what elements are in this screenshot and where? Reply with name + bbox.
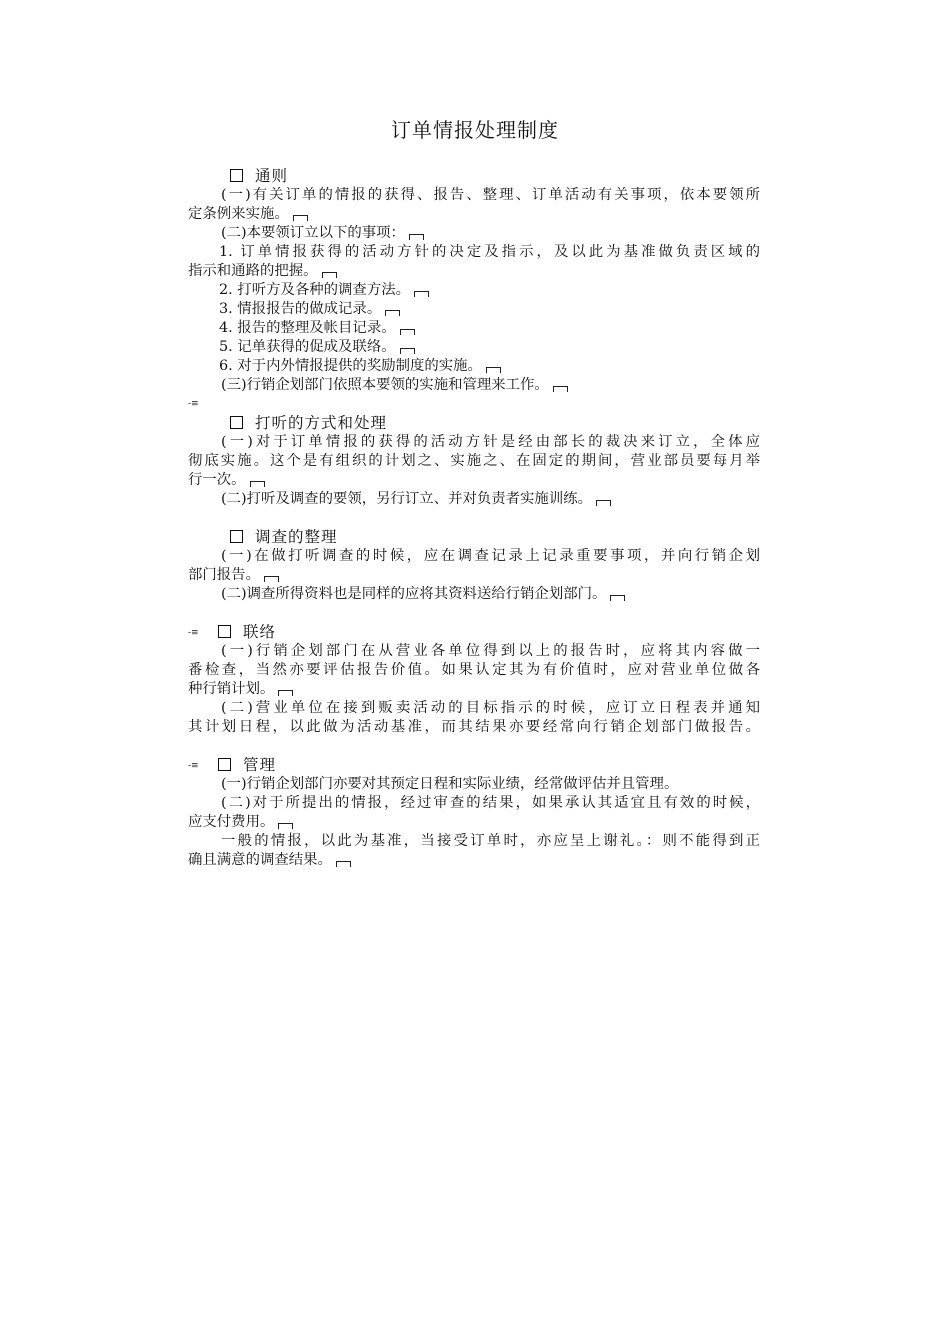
paragraph-text: (一)在做打听调查的时候，应在调查记录上记录重要事项，并向行销企划 xyxy=(221,548,760,564)
paragraph-line xyxy=(188,775,760,794)
paragraph-mark-icon xyxy=(414,291,429,297)
paragraph-text: (二)营业单位在接到贩卖活动的目标指示的时候，应订立日程表并通知 xyxy=(221,700,760,716)
paragraph-line xyxy=(188,376,760,395)
paragraph-text: 6. 对于内外情报提供的奖励制度的实施。 xyxy=(219,358,482,374)
section-heading xyxy=(188,528,760,547)
paragraph-text: 其计划日程，以此做为活动基准，而其结果亦要经常向行销企划部门做报告。 xyxy=(188,719,760,735)
paragraph-text: (一)对于订单情报的获得的活动方针是经由部长的裁决来订立，全体应 xyxy=(221,434,760,450)
paragraph-text: 种行销计划。 xyxy=(188,681,275,697)
paragraph-line xyxy=(188,262,760,281)
paragraph-line xyxy=(188,642,760,661)
checkbox-square-icon xyxy=(230,530,243,543)
paragraph-mark-icon xyxy=(278,690,293,696)
paragraph-text: 5. 记单获得的促成及联络。 xyxy=(219,339,396,355)
paragraph-text: 2. 打听方及各种的调查方法。 xyxy=(219,282,410,298)
paragraph-mark-icon xyxy=(322,272,337,278)
paragraph-text: 4. 报告的整理及帐目记录。 xyxy=(219,320,396,336)
paragraph-line xyxy=(188,338,760,357)
paragraph-text: (二)调查所得资料也是同样的应将其资料送给行销企划部门。 xyxy=(221,586,607,602)
stray-mark: -≡ xyxy=(188,399,199,409)
paragraph-mark-icon xyxy=(409,234,424,240)
paragraph-text: (二)本要领订立以下的事项： xyxy=(221,225,405,241)
paragraph-mark-icon xyxy=(596,500,611,506)
paragraph-line xyxy=(188,661,760,680)
blank-line xyxy=(188,509,760,528)
paragraph-line xyxy=(188,357,760,376)
paragraph-text: (二)对于所提出的情报，经过审查的结果，如果承认其适宜且有效的时候， xyxy=(221,795,760,811)
section-mark: -≡ xyxy=(188,628,199,638)
paragraph-mark-icon xyxy=(486,367,501,373)
paragraph-line xyxy=(188,813,760,832)
paragraph-text: 行一次。 xyxy=(188,472,246,488)
paragraph-line xyxy=(188,490,760,509)
checkbox-square-icon xyxy=(230,169,243,182)
checkbox-square-icon xyxy=(230,416,243,429)
paragraph-line xyxy=(188,471,760,490)
paragraph-text: 番检查，当然亦要评估报告价值。如果认定其为有价值时，应对营业单位做各 xyxy=(188,662,760,678)
paragraph-text: 3. 情报报告的做成记录。 xyxy=(219,301,382,317)
paragraph-line xyxy=(188,243,760,262)
section-heading xyxy=(188,414,760,433)
blank-line xyxy=(188,604,760,623)
paragraph-text: (三)行销企划部门依照本要领的实施和管理来工作。 xyxy=(221,377,549,393)
section-heading xyxy=(188,756,760,775)
paragraph-mark-icon xyxy=(264,576,279,582)
paragraph-mark-icon xyxy=(553,386,568,392)
paragraph-text: 定条例来实施。 xyxy=(188,206,289,222)
paragraph-line xyxy=(188,281,760,300)
section-heading xyxy=(188,167,760,186)
paragraph-line xyxy=(188,205,760,224)
paragraph-text: 应支付费用。 xyxy=(188,814,275,830)
paragraph-text: 彻底实施。这个是有组织的计划之、实施之、在固定的期间，营业部员要每月举 xyxy=(188,453,760,469)
section-heading-text: 通则 xyxy=(255,167,289,185)
paragraph-line xyxy=(188,699,760,718)
paragraph-text: (二)打听及调查的要领，另行订立、并对负责者实施训练。 xyxy=(221,491,592,507)
paragraph-line xyxy=(188,566,760,585)
paragraph-text: 指示和通路的把握。 xyxy=(188,263,318,279)
paragraph-text: 确且满意的调查结果。 xyxy=(188,852,332,868)
paragraph-mark-icon xyxy=(400,329,415,335)
section-mark: -≡ xyxy=(188,761,199,771)
paragraph-line xyxy=(188,319,760,338)
paragraph-line xyxy=(188,186,760,205)
section-heading-text: 调查的整理 xyxy=(255,528,338,546)
section-heading xyxy=(188,623,760,642)
paragraph-text: (一)行销企划部门在从营业各单位得到以上的报告时，应将其内容做一 xyxy=(221,643,760,659)
checkbox-square-icon xyxy=(218,625,231,638)
paragraph-mark-icon xyxy=(278,823,293,829)
checkbox-square-icon xyxy=(218,758,231,771)
paragraph-mark-icon xyxy=(336,861,351,867)
paragraph-mark-icon xyxy=(250,481,265,487)
section-heading-text: 打听的方式和处理 xyxy=(255,414,388,432)
paragraph-line xyxy=(188,224,760,243)
paragraph-text: (一)行销企划部门亦要对其预定日程和实际业绩，经常做评估并且管理。 xyxy=(221,776,679,792)
paragraph-line xyxy=(188,433,760,452)
paragraph-text: (一)有关订单的情报的获得、报告、整理、订单活动有关事项，依本要领所 xyxy=(221,187,760,203)
section-heading-text: 管理 xyxy=(243,756,277,774)
paragraph-mark-icon xyxy=(293,215,308,221)
paragraph-line xyxy=(188,851,760,870)
paragraph-line xyxy=(188,547,760,566)
document-body xyxy=(188,167,760,870)
paragraph-line xyxy=(188,300,760,319)
paragraph-text: 一般的情报，以此为基准，当接受订单时，亦应呈上谢礼。：则不能得到正 xyxy=(221,833,760,849)
paragraph-line xyxy=(188,680,760,699)
paragraph-mark-icon xyxy=(385,310,400,316)
paragraph-line xyxy=(188,794,760,813)
paragraph-mark-icon xyxy=(610,595,625,601)
paragraph-mark-icon xyxy=(400,348,415,354)
blank-line xyxy=(188,737,760,756)
paragraph-line xyxy=(188,452,760,471)
section-heading-text: 联络 xyxy=(243,623,277,641)
paragraph-line xyxy=(188,718,760,737)
document-title: 订单情报处理制度 xyxy=(391,118,559,142)
paragraph-text: 部门报告。 xyxy=(188,567,260,583)
paragraph-text: 1. 订单情报获得的活动方针的决定及指示，及以此为基准做负责区域的 xyxy=(219,244,760,260)
paragraph-line xyxy=(188,585,760,604)
paragraph-line xyxy=(188,832,760,851)
